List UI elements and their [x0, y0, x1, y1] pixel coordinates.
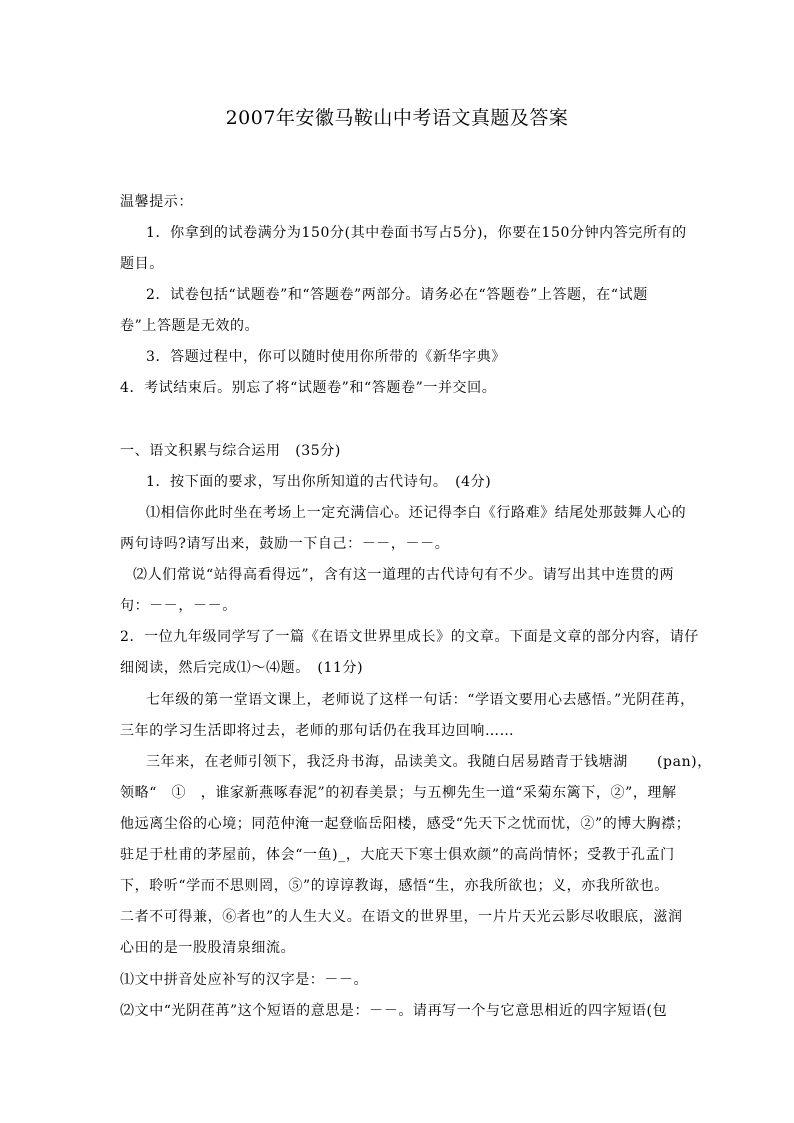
text-line-tip-1-cont: 题目。	[120, 256, 164, 272]
question-1-part-1-cont: 两句诗吗?请写出来，鼓励一下自己：－－，－－。	[120, 536, 450, 552]
subquestion-2: ⑵文中“光阴荏苒”这个短语的意思是：－－。请再写一个与它意思相近的四字短语(包	[120, 1003, 668, 1019]
text-line-tip-2: 2．试卷包括“试题卷”和“答题卷”两部分。请务必在“答题卷”上答题，在“试题	[146, 287, 648, 303]
section-heading-1: 一、语文积累与综合运用 (35分)	[120, 443, 341, 459]
text-line-tip-1: 1．你拿到的试卷满分为150分(其中卷面书写占5分)，你要在150分钟内答完所有的	[146, 225, 687, 241]
question-1: 1．按下面的要求，写出你所知道的古代诗句。 (4分)	[146, 474, 492, 490]
question-1-part-1: ⑴相信你此时坐在考场上一定充满信心。还记得李白《行路难》结尾处那鼓舞人心的	[146, 505, 687, 521]
passage-line-6: 驻足于杜甫的茅屋前，体会“一鱼)_，大庇天下寒士俱欢颜”的高尚情怀；受教于孔孟门	[120, 847, 675, 863]
passage-line-3: 三年来，在老师引领下，我泛舟书海，品读美文。我随白居易踏青于钱塘湖 (pan)，	[146, 754, 712, 770]
passage-line-9: 心田的是一股股清泉细流。	[120, 940, 296, 956]
document-title: 2007年安徽马鞍山中考语文真题及答案	[225, 107, 569, 129]
text-line-tip-heading: 温馨提示：	[120, 194, 193, 210]
question-2: 2．一位九年级同学写了一篇《在语文世界里成长》的文章。下面是文章的部分内容，请仔	[120, 629, 699, 645]
passage-line-7: 下，聆听“学而不思则罔，⑤”的谆谆教诲，感悟“生，亦我所欲也；义，亦我所欲也。	[120, 878, 669, 894]
text-line-tip-4: 4．考试结束后。别忘了将“试题卷”和“答题卷”一并交回。	[120, 380, 497, 396]
passage-line-5: 他远离尘俗的心境；同范仲淹一起登临岳阳楼，感受“先天下之忧而忧，②”的博大胸襟；	[120, 816, 691, 832]
passage-line-4: 领略“ ① ，谁家新燕啄春泥”的初春美景；与五柳先生一道“采菊东篱下，②”，理解	[120, 785, 677, 801]
question-1-part-2-cont: 句：－－，－－。	[120, 598, 237, 614]
question-2-cont: 细阅读，然后完成⑴～⑷题。 (11分)	[120, 660, 364, 676]
text-line-tip-2-cont: 卷”上答题是无效的。	[120, 318, 260, 334]
question-1-part-2: ⑵人们常说“站得高看得远”，含有这一道理的古代诗句有不少。请写出其中连贯的两	[133, 567, 675, 583]
subquestion-1: ⑴文中拼音处应补写的汉字是：－－。	[120, 972, 369, 988]
text-line-tip-3: 3．答题过程中，你可以随时使用你所带的《新华字典》	[146, 349, 506, 365]
passage-line-1: 七年级的第一堂语文课上，老师说了这样一句话：“学语文要用心去感悟。”光阴荏苒，	[146, 692, 695, 708]
passage-line-8: 二者不可得兼，⑥者也”的人生大义。在语文的世界里，一片片天光云影尽收眼底，滋润	[120, 909, 683, 925]
passage-line-2: 三年的学习生活即将过去，老师的那句话仍在我耳边回响……	[120, 723, 515, 739]
